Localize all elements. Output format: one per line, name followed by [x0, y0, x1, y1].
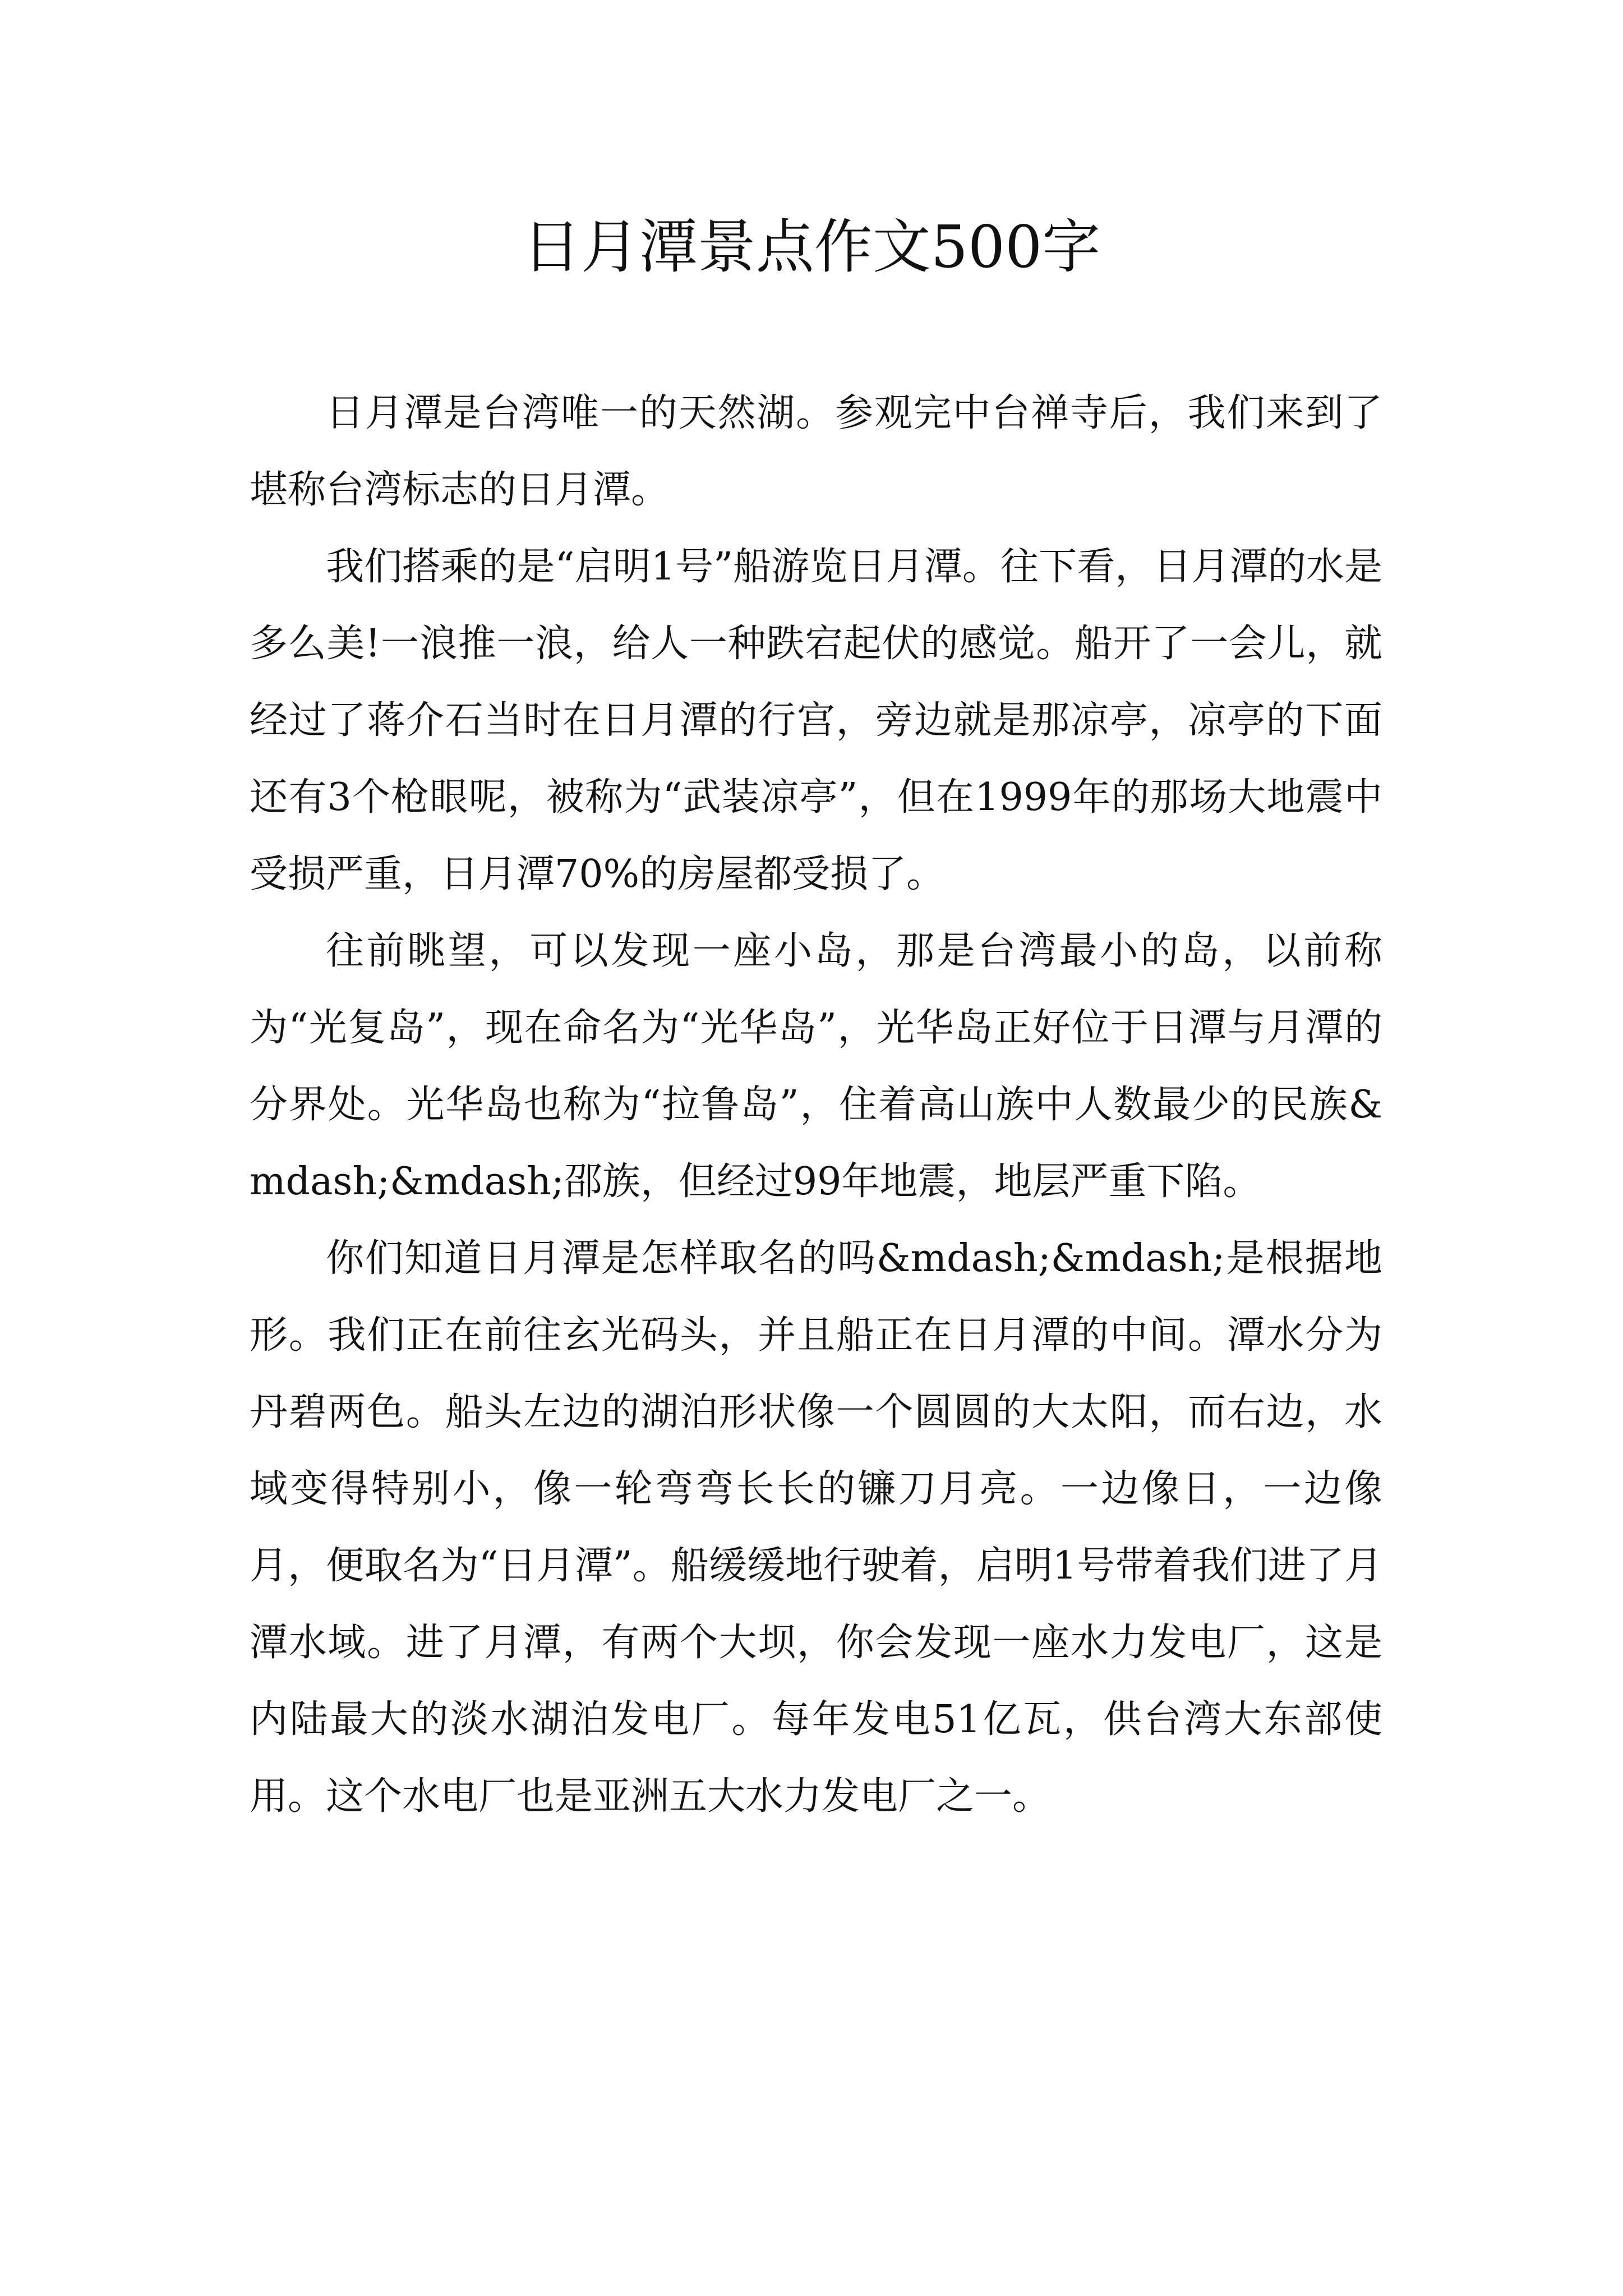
paragraph-2: 我们搭乘的是“启明1号”船游览日月潭。往下看，日月潭的水是多么美!一浪推一浪，给人一种跌宕起伏的感觉。船开了一会儿，就经过了蒋介石当时在日月潭的行宫，旁边就是那凉亭，凉亭的下面还有3个枪眼呢，被称为“武装凉亭”，但在1999年的那场大地震中受损严重，日月潭70%的房屋都受损了。	[250, 545, 1382, 896]
paragraph-4: 你们知道日月潭是怎样取名的吗&mdash;&mdash;是根据地形。我们正在前往玄光码头，并且船正在日月潭的中间。潭水分为丹碧两色。船头左边的湖泊形状像一个圆圆的大太阳，而右边，水域变得特别小，像一轮弯弯长长的镰刀月亮。一边像日，一边像月，便取名为“日月潭”。船缓缓地行驶着，启明1号带着我们进了月潭水域。进了月潭，有两个大坝，你会发现一座水力发电厂，这是内陆最大的淡水湖泊发电厂。每年发电51亿瓦，供台湾大东部使用。这个水电厂也是亚洲五大水力发电厂之一。	[250, 1236, 1382, 1819]
paragraph-3: 往前眺望，可以发现一座小岛，那是台湾最小的岛，以前称为“光复岛”，现在命名为“光华岛”，光华岛正好位于日潭与月潭的分界处。光华岛也称为“拉鲁岛”，住着高山族中人数最少的民族&mdash;&mdash;邵族，但经过99年地震，地层严重下陷。	[250, 929, 1382, 1204]
document-body	[250, 375, 1382, 1835]
paragraph-1: 日月潭是台湾唯一的天然湖。参观完中台禅寺后，我们来到了堪称台湾标志的日月潭。	[250, 391, 1382, 512]
page-title: 日月潭景点作文500字	[522, 213, 1101, 281]
